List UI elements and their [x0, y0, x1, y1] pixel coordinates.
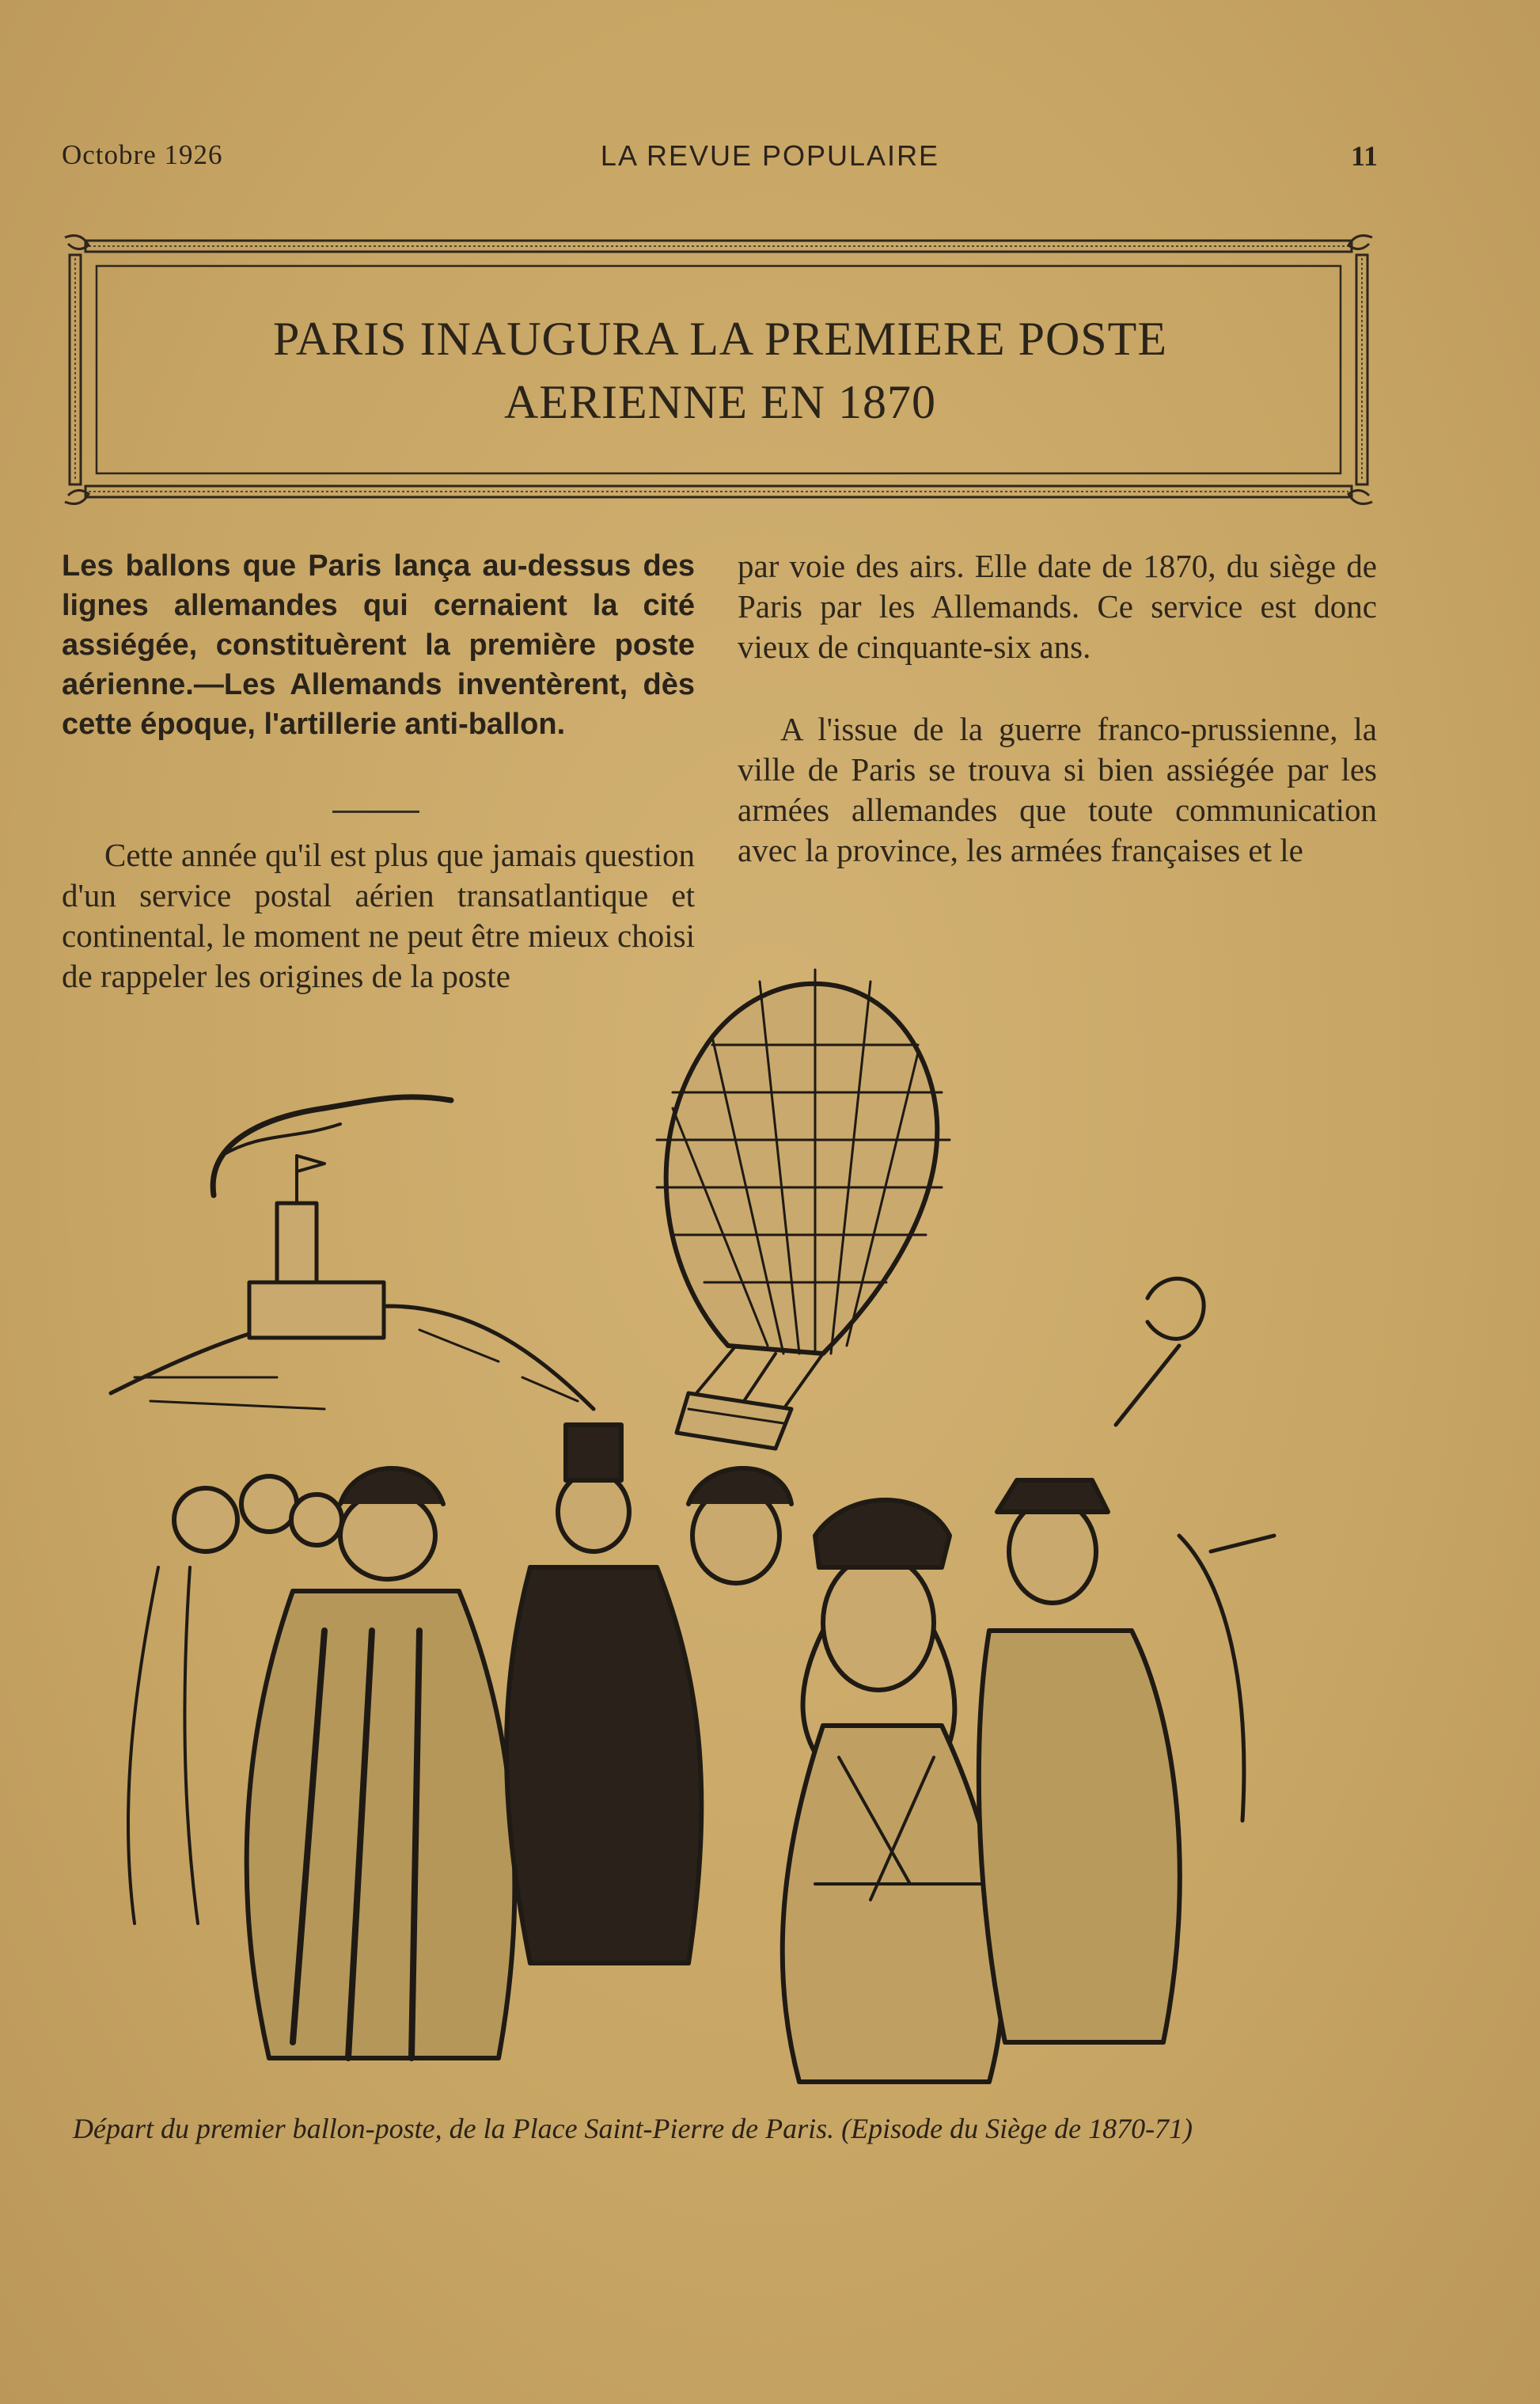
separator-rule: [332, 811, 419, 813]
balloon-departure-illustration: [87, 934, 1306, 2121]
article-title: [127, 307, 1314, 434]
header-publication: LA REVUE POPULAIRE: [600, 139, 940, 172]
paragraph-1-right: par voie des airs. Elle date de 1870, du siège de Paris par les Allemands. Ce service est donc vieux de cinquante-six ans.: [738, 548, 1377, 665]
illustration-caption: Départ du premier ballon-poste, de la Place Saint-Pierre de Paris. (Episode du Siège de 1870-71): [73, 2113, 1193, 2144]
page-number: 11: [1350, 140, 1378, 172]
balloon: [657, 970, 950, 1449]
distant-town: [111, 1097, 594, 1409]
paragraph-1-left: Cette année qu'il est plus que jamais question d'un service postal aérien transatlantique et continental, le moment ne peut être mieux choisi de rappeler les origines de la poste: [62, 837, 695, 994]
paragraph-2: A l'issue de la guerre franco-prussienne, la ville de Paris se trouva si bien assiégée par les armées allemandes que toute communication avec la province, les armées françaises et le: [738, 711, 1377, 868]
title-line-2: AERIENNE EN 1870: [504, 376, 936, 428]
header-date: Octobre 1926: [62, 139, 223, 170]
title-line-1: PARIS INAUGURA LA PREMIERE POSTE: [273, 313, 1167, 365]
article-lede: Les ballons que Paris lança au-dessus des lignes allemandes qui cernaient la cité assiégée, constituèrent la première poste aérienne.—Les Allemands inventèrent, dès cette époque, l'artillerie anti-ballon.: [62, 549, 695, 741]
